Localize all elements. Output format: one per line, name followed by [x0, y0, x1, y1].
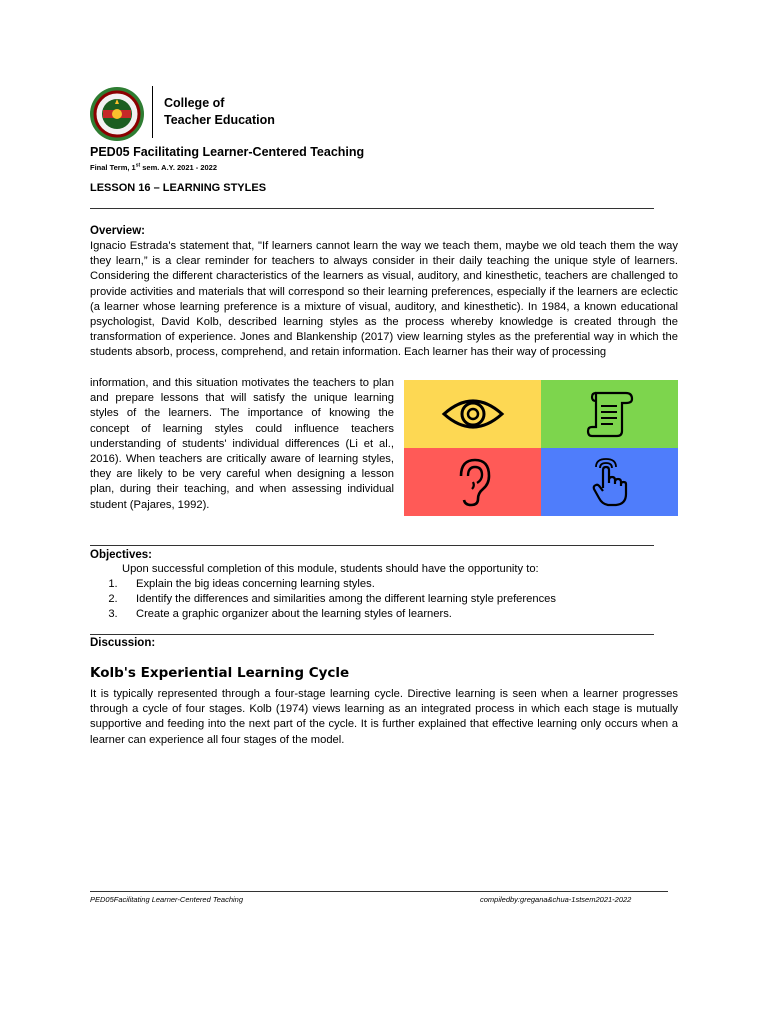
objectives-heading: Objectives: [90, 549, 152, 561]
reading-cell [541, 380, 678, 448]
footer-rule [90, 891, 668, 892]
kolb-heading: Kolb's Experiential Learning Cycle [90, 665, 350, 681]
section-rule [90, 208, 654, 209]
learning-styles-image [404, 380, 678, 516]
discussion-paragraph: It is typically represented through a four-stage learning cycle. Directive learning is seen when a learner progresses through a cycle of four stages. Kolb (1974) views learning as an integrated process in which each stage is mutually supportive and feeding into the next part of the cycle. It is further explained that effective learning only occurs when a learner can experience all four stages of the model. [90, 688, 678, 746]
term-line: Final Term, 1st sem. A.Y. 2021 - 2022 [90, 162, 218, 172]
footer-right: compiledby:gregana&chua-1stsem2021-2022 [480, 895, 632, 904]
ear-icon [453, 456, 493, 508]
kinesthetic-cell [541, 448, 678, 516]
section-rule [90, 634, 654, 635]
visual-cell [404, 380, 541, 448]
scroll-icon [586, 389, 634, 439]
overview-paragraph: Ignacio Estrada's statement that, "If learners cannot learn the way we teach them, maybe we old teach them the way they learn,” is a clear reminder for teachers to always consider in their daily teaching the unique style of learners. Considering the different characteristics of the learners as visual, auditory, and kinesthetic, teachers are challenged to provide activities and materials that will correspond so their learning preferences, especially if the learners are eclectic (a learner whose learning preference is a mixture of visual, auditory, and kinesthetic). In 1984, a known educational psychologist, David Kolb, described learning styles as the process whereby knowledge is created through the transformation of experience. Jones and Blankenship (2017) view learning styles as the preferential way in which the students absorb, process, comprehend, and retain information. Each learner has their way of processing [90, 240, 678, 359]
auditory-cell [404, 448, 541, 516]
overview-heading: Overview: [90, 225, 145, 237]
objectives-intro: Upon successful completion of this module, students should have the opportunity to: [122, 563, 539, 575]
college-line-1: College of [164, 96, 225, 110]
eye-icon [441, 394, 505, 434]
college-line-2: Teacher Education [164, 112, 275, 127]
list-item: 2. Identify the differences and similarities among the different learning style preferences [108, 593, 556, 606]
list-item: 3. Create a graphic organizer about the learning styles of learners. [108, 608, 452, 621]
college-name [164, 95, 275, 128]
header-divider [152, 86, 153, 138]
overview-paragraph-wrap: information, and this situation motivates the teachers to plan and prepare lessons that will satisfy the unique learning styles of the learners. The importance of knowing the concept of learning styles could influence teachers understanding of students' individual differences (Li et al., 2016). When teachers are critically aware of learning styles, they are likely to be very careful when designing a lesson plan, during their teaching, and when assessing individual student (Pajares, 1992). [90, 377, 394, 511]
lesson-title: LESSON 16 – LEARNING STYLES [90, 182, 267, 194]
touch-hand-icon [590, 456, 630, 508]
section-rule [90, 545, 654, 546]
university-seal-logo [89, 86, 145, 142]
course-title: PED05 Facilitating Learner-Centered Teaching [90, 145, 365, 159]
footer-left: PED05Facilitating Learner-Centered Teaching [90, 895, 244, 904]
list-item: 1. Explain the big ideas concerning learning styles. [108, 578, 375, 590]
discussion-heading: Discussion: [90, 637, 156, 649]
objectives-list [90, 577, 556, 623]
